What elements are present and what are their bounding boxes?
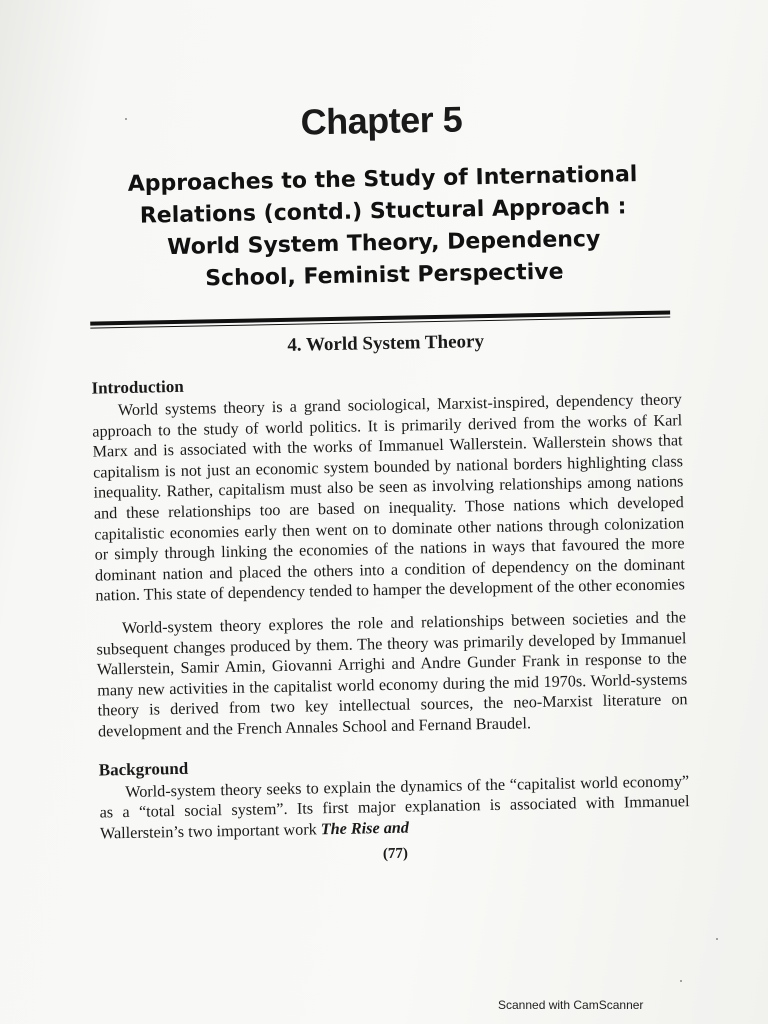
subtitle-line: Approaches to the Study of International [127, 162, 638, 197]
introduction-paragraph: World-system theory explores the role and relationships between societies and the subsequent changes produced by them. The theory was primarily developed by Immanuel Wallerstein, Samir Amin, Giovanni Arrighi and Andre Gunder Frank in response to the many new activities in the capitalist world economy during the mid 1970s. World-systems theory is derived from two key intellectual sources, the neo-Marxist literature on development and the French Annales School and Fernand Braudel. [96, 608, 688, 741]
chapter-subtitle [87, 158, 679, 297]
chapter-title: Chapter 5 [300, 98, 463, 143]
dust-speck [716, 938, 718, 940]
book-title: The Rise and [320, 818, 410, 838]
dust-speck [680, 980, 682, 982]
background-heading: Background [98, 758, 189, 780]
background-paragraph [99, 771, 690, 844]
scanner-watermark: Scanned with CamScanner [498, 998, 644, 1012]
subtitle-line: Relations (contd.) Stuctural Approach : [139, 194, 627, 229]
horizontal-rule [90, 310, 670, 328]
page-content [86, 94, 691, 868]
introduction-paragraph: World systems theory is a grand sociological, Marxist-inspired, dependency theory approach to the study of world politics. It is primarily derived from the works of Karl Marx and is associated with the works of Immanuel Wallerstein. Wallerstein shows that capitalism is not just an economic system bounded by national borders highlighting class inequality. Rather, capitalism must also be seen as involving relationships among nations and these relationships too are based on inequality. Those nations which developed capitalistic economies early then went on to dominate other nations through colonization or simply through linking the economies of the nations in ways that favoured the more dominant nation and placed the others into a condition of dependency on the dominant nation. This state of dependency tended to hamper the development of the other economies [92, 390, 686, 605]
introduction-heading: Introduction [91, 376, 184, 398]
page-number: (77) [382, 845, 409, 863]
dust-speck [125, 118, 127, 120]
section-title: 4. World System Theory [287, 331, 485, 356]
subtitle-line: World System Theory, Dependency [166, 226, 601, 261]
subtitle-line: School, Feminist Perspective [204, 259, 564, 292]
background-text: World-system theory seeks to explain the dynamics of the “capitalist world economy” as a “total social system”. Its first major explanation is associated with Immanuel Wallerstein’s two important work [99, 771, 690, 843]
